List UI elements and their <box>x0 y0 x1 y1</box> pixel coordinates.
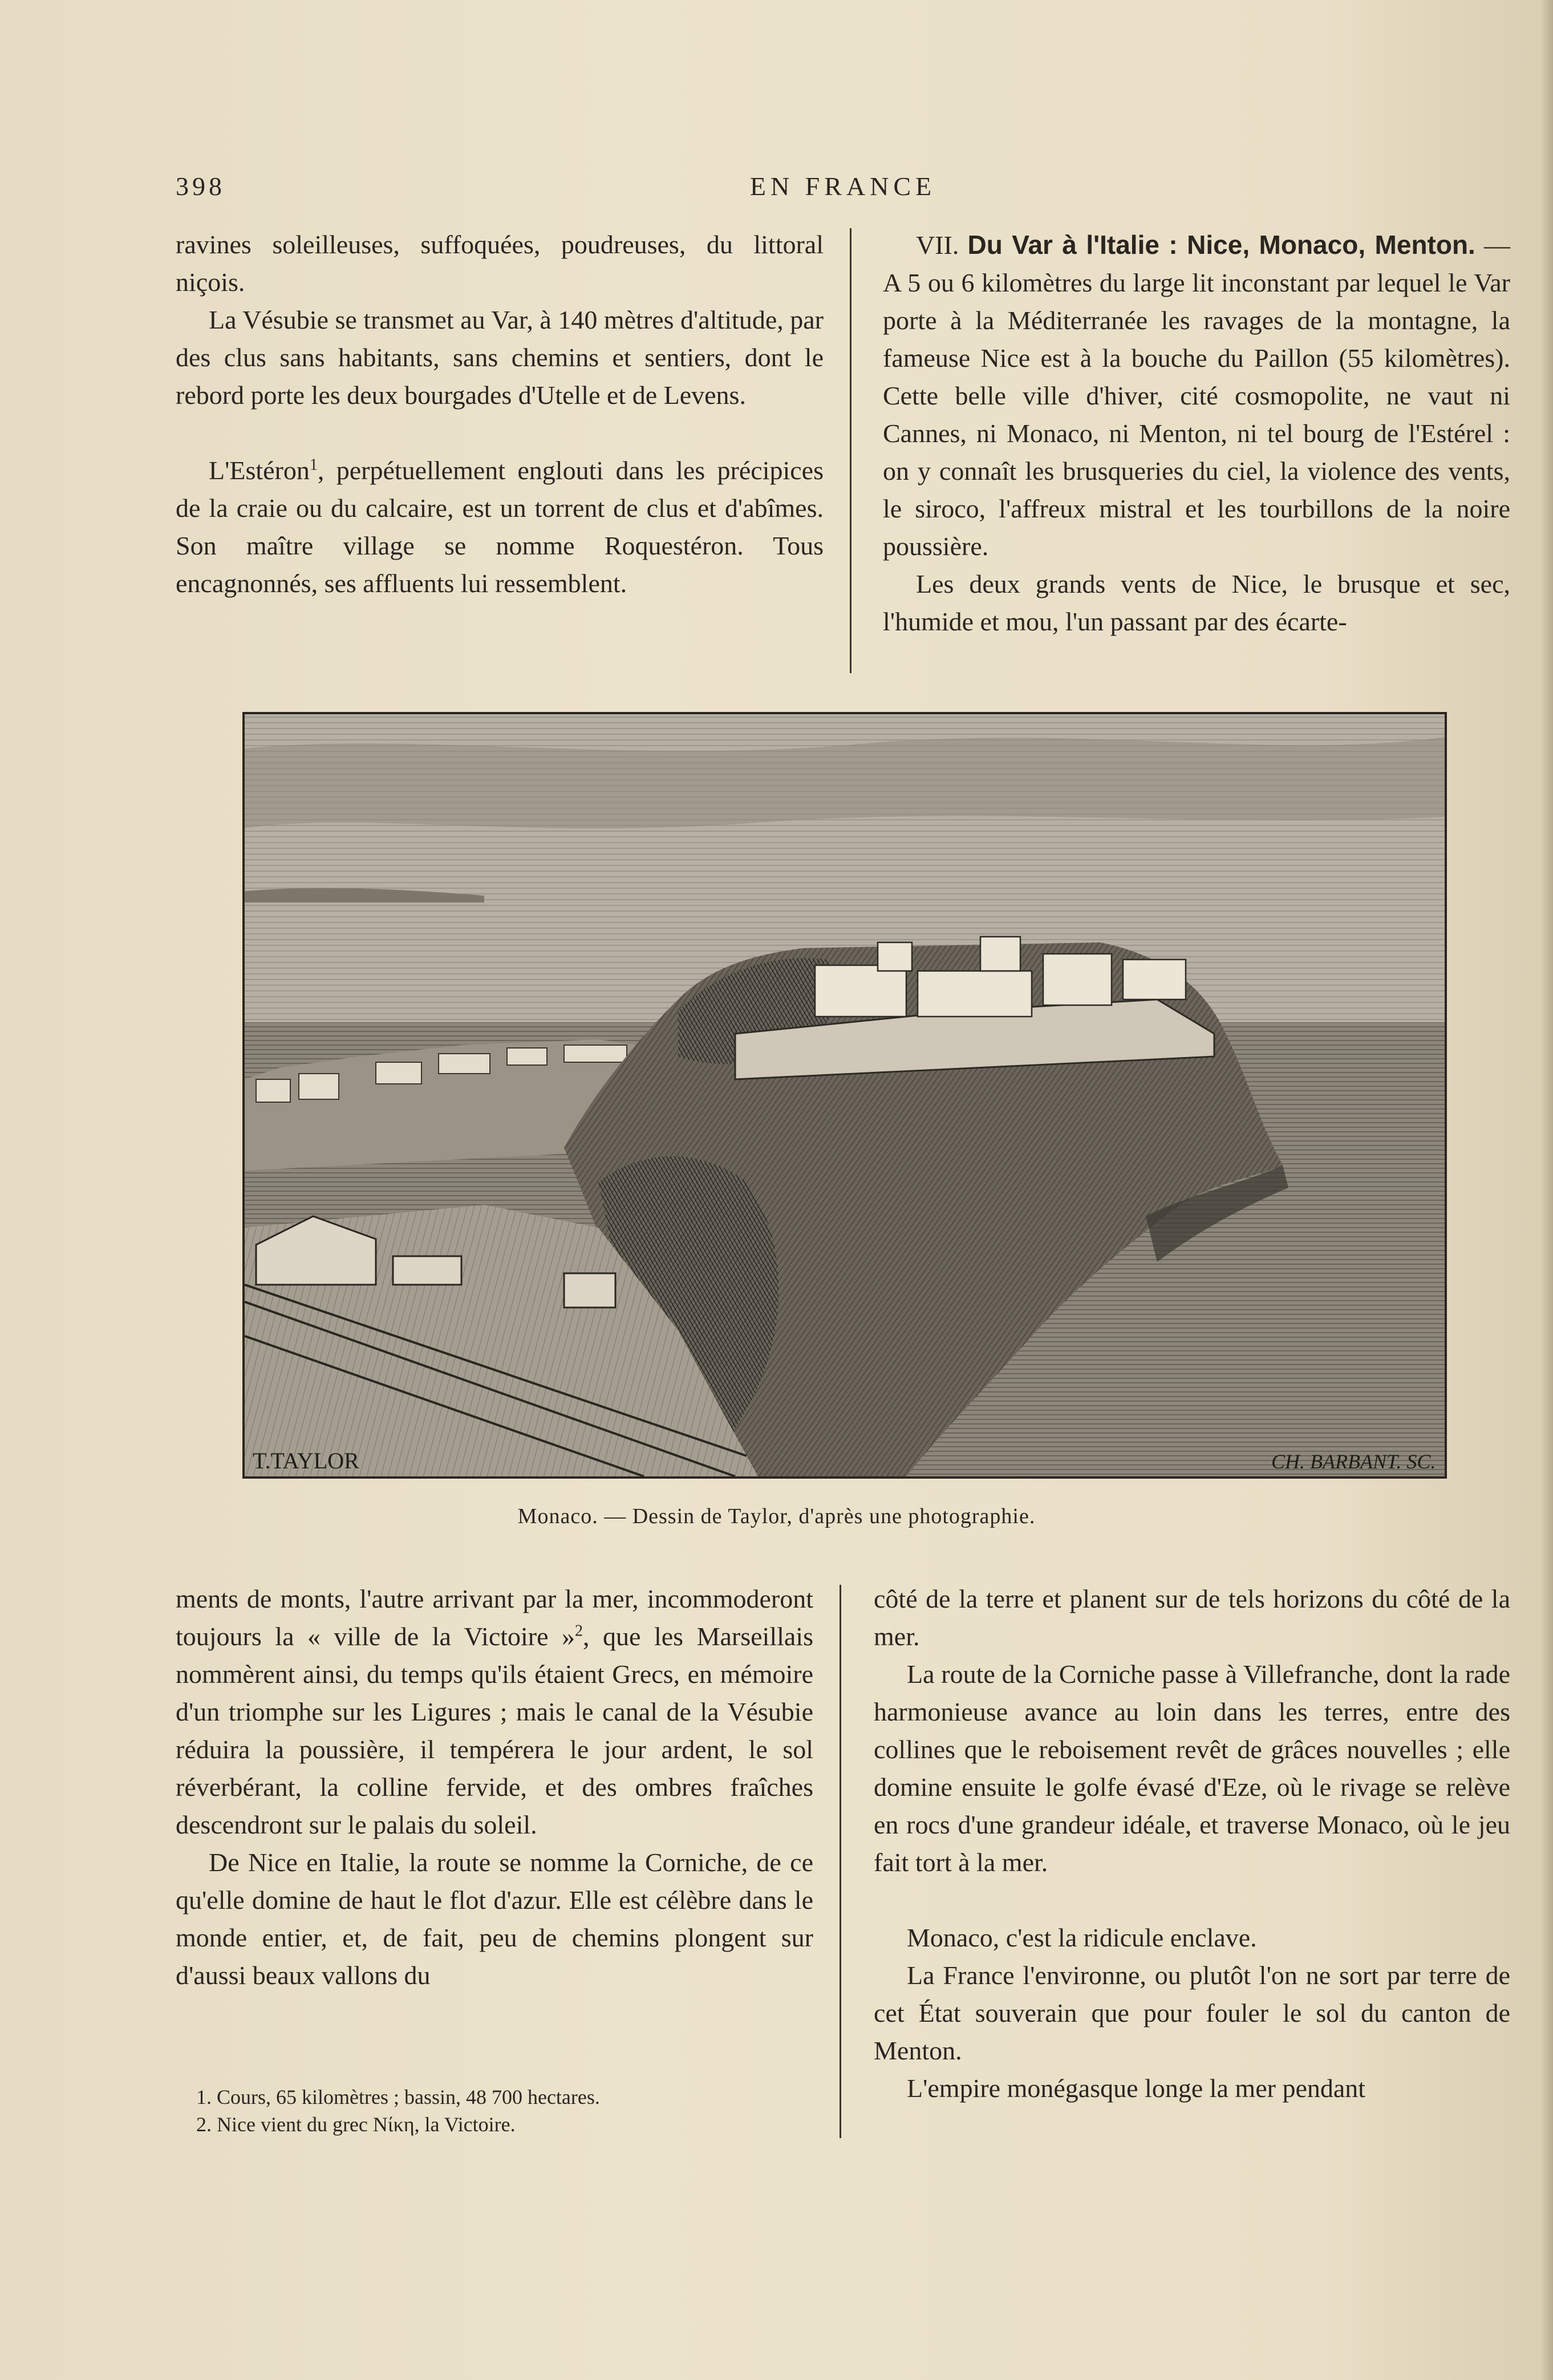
footnote-1: 1. Cours, 65 kilomètres ; bassin, 48 700 hectares. <box>196 2086 600 2108</box>
paragraph-ville-victoire <box>176 1580 813 1844</box>
page-edge-shadow <box>1540 0 1553 2380</box>
clouds <box>245 737 1445 828</box>
column-top-right <box>883 226 1510 641</box>
paragraph-section-vii <box>883 226 1510 565</box>
victoire-text-a: ments de monts, l'autre arrivant par la mer, incommoderont toujours la « ville de la Victoire » <box>176 1584 813 1651</box>
paragraph-empire: L'empire monégasque longe la mer pendant <box>907 2074 1366 2103</box>
column-divider-top <box>850 228 851 673</box>
footnote-ref-2[interactable]: 2 <box>575 1622 583 1640</box>
esteron-rest: , perpétuellement englouti dans les précipices de la craie ou du calcaire, est un torrent de clus et d'abîmes. Son maître village se nomme Roquestéron. Tous encagnonnés, ses affluents lui ressemblent. <box>176 456 824 598</box>
footnotes <box>176 2083 803 2138</box>
signature-left: T.TAYLOR <box>253 1448 359 1474</box>
column-top-left <box>176 226 824 602</box>
paragraph-enclave: Monaco, c'est la ridicule enclave. <box>907 1923 1257 1952</box>
paragraph-corniche: De Nice en Italie, la route se nomme la Corniche, de ce qu'elle domine de haut le flot d'azur. Elle est célèbre dans le monde entier, et, de fait, peu de chemins plongent sur d'aussi beaux vallons du <box>176 1848 813 1990</box>
section-number: VII. <box>916 230 959 260</box>
footnote-2: 2. Nice vient du grec Νίκη, la Victoire. <box>196 2113 516 2136</box>
figure-caption: Monaco. — Dessin de Taylor, d'après une photographie. <box>517 1504 1036 1528</box>
column-bottom-left <box>176 1580 813 1994</box>
paragraph-villefranche: La route de la Corniche passe à Villefranche, dont la rade harmonieuse avance au loin dans les terres, entre des collines que le reboisement revêt de grâces nouvelles ; elle domine ensuite le golfe évasé d'Eze, où le rivage se relève en rocs d'une grandeur idéale, et traverse Monaco, où le jeu fait tort à la mer. <box>874 1659 1510 1877</box>
column-divider-bottom <box>840 1585 841 2138</box>
running-title: EN FRANCE <box>749 172 936 201</box>
monaco-engraving-illustration <box>245 714 1445 1476</box>
column-bottom-right <box>874 1580 1510 2107</box>
section-title: Du Var à l'Italie : Nice, Monaco, Menton. <box>967 230 1475 260</box>
page-number: 398 <box>176 172 225 201</box>
monaco-engraving <box>242 712 1447 1479</box>
signature-right: CH. BARBANT. SC. <box>1271 1450 1436 1473</box>
paragraph-france-environne: La France l'environne, ou plutôt l'on ne sort par terre de cet État souverain que pour fouler le sol du canton de Menton. <box>874 1961 1510 2065</box>
paragraph-vesubie: La Vésubie se transmet au Var, à 140 mètres d'altitude, par des clus sans habitants, sans chemins et sentiers, dont le rebord porte les deux bourgades d'Utelle et de Levens. <box>176 305 824 410</box>
paragraph-ravines: ravines soleilleuses, suffoquées, poudreuses, du littoral niçois. <box>176 230 824 297</box>
victoire-text-b: , que les Marseillais nommèrent ainsi, du temps qu'ils étaient Grecs, en mémoire d'un triomphe sur les Ligures ; mais le canal de la Vésubie réduira la poussière, il tempérera le jour ardent, le sol réverbérant, la colline fervide, et des ombres fraîches descendront sur le palais du soleil. <box>176 1622 813 1839</box>
section-text: — A 5 ou 6 kilomètres du large lit inconstant par lequel le Var porte à la Méditerranée les ravages de la montagne, la fameuse Nice est à la bouche du Paillon (55 kilomètres). Cette belle ville d'hiver, cité cosmopolite, ne vaut ni Cannes, ni Monaco, ni Menton, ni tel bourg de l'Estérel : on y connaît les brusqueries du ciel, la violence des vents, le siroco, l'affreux mistral et les tourbillons de la noire poussière. <box>883 230 1511 561</box>
paragraph-vents: Les deux grands vents de Nice, le brusque et sec, l'humide et mou, l'un passant par des écarte- <box>883 569 1510 636</box>
esteron-lead: L'Estéron <box>209 456 310 485</box>
page-header <box>176 171 1510 211</box>
paragraph-esteron <box>176 452 824 602</box>
footnote-ref-1[interactable]: 1 <box>309 456 318 474</box>
paragraph-cote-terre: côté de la terre et planent sur de tels horizons du côté de la mer. <box>874 1584 1510 1651</box>
